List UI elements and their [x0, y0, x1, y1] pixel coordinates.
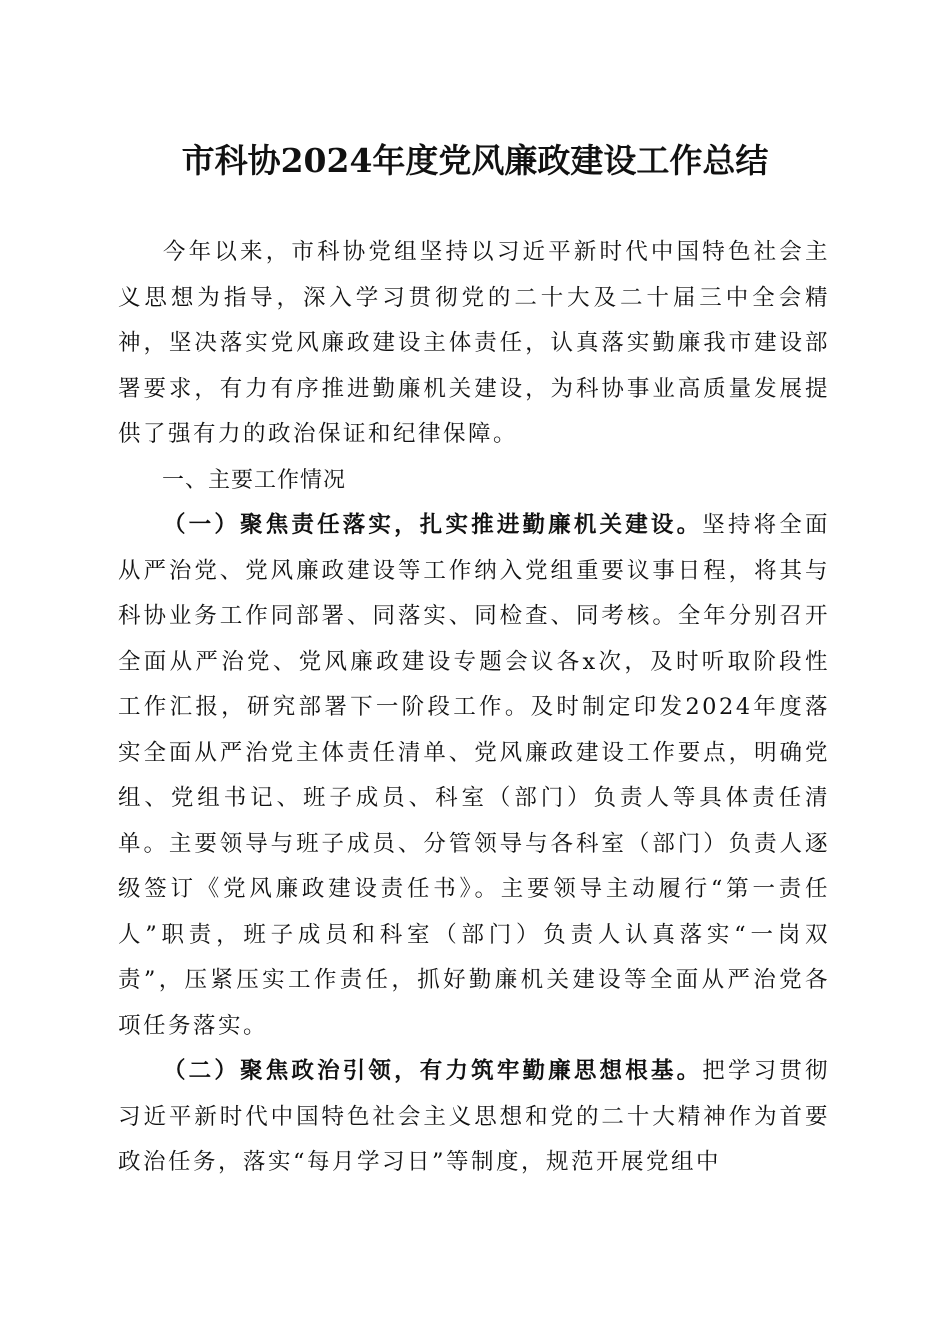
item-2-text: 把学习贯彻习近平新时代中国特色社会主义思想和党的二十大精神作为首要政治任务，落实“每月学习日”等制度，规范开展党组中 [118, 1058, 830, 1175]
document-body [118, 230, 830, 1186]
section-heading-main-work: 一、主要工作情况 [162, 467, 347, 493]
paragraph-item-1 [118, 503, 830, 1049]
item-2-lead: （二）聚焦政治引领，有力筑牢勤廉思想根基。 [163, 1058, 703, 1084]
item-1-text: 坚持将全面从严治党、党风廉政建设等工作纳入党组重要议事日程，将其与科协业务工作同部署、同落实、同检查、同考核。全年分别召开全面从严治党、党风廉政建设专题会议各x次，及时听取阶段性工作汇报，研究部署下一阶段工作。及时制定印发2024年度落实全面从严治党主体责任清单、党风廉政建设工作要点，明确党组、党组书记、班子成员、科室（部门）负责人等具体责任清单。主要领导与班子成员、分管领导与各科室（部门）负责人逐级签订《党风廉政建设责任书》。主要领导主动履行“第一责任人”职责，班子成员和科室（部门）负责人认真落实“一岗双责”，压紧压实工作责任，抓好勤廉机关建设等全面从严治党各项任务落实。 [118, 512, 830, 1039]
paragraph-item-2 [118, 1049, 830, 1186]
intro-paragraph: 今年以来，市科协党组坚持以习近平新时代中国特色社会主义思想为指导，深入学习贯彻党的二十大及二十届三中全会精神，坚决落实党风廉政建设主体责任，认真落实勤廉我市建设部署要求，有力有序推进勤廉机关建设，为科协事业高质量发展提供了强有力的政治保证和纪律保障。 [118, 239, 830, 447]
document-title: 市科协2024年度党风廉政建设工作总结 [181, 141, 769, 180]
item-1-lead: （一）聚焦责任落实，扎实推进勤廉机关建设。 [163, 512, 703, 538]
